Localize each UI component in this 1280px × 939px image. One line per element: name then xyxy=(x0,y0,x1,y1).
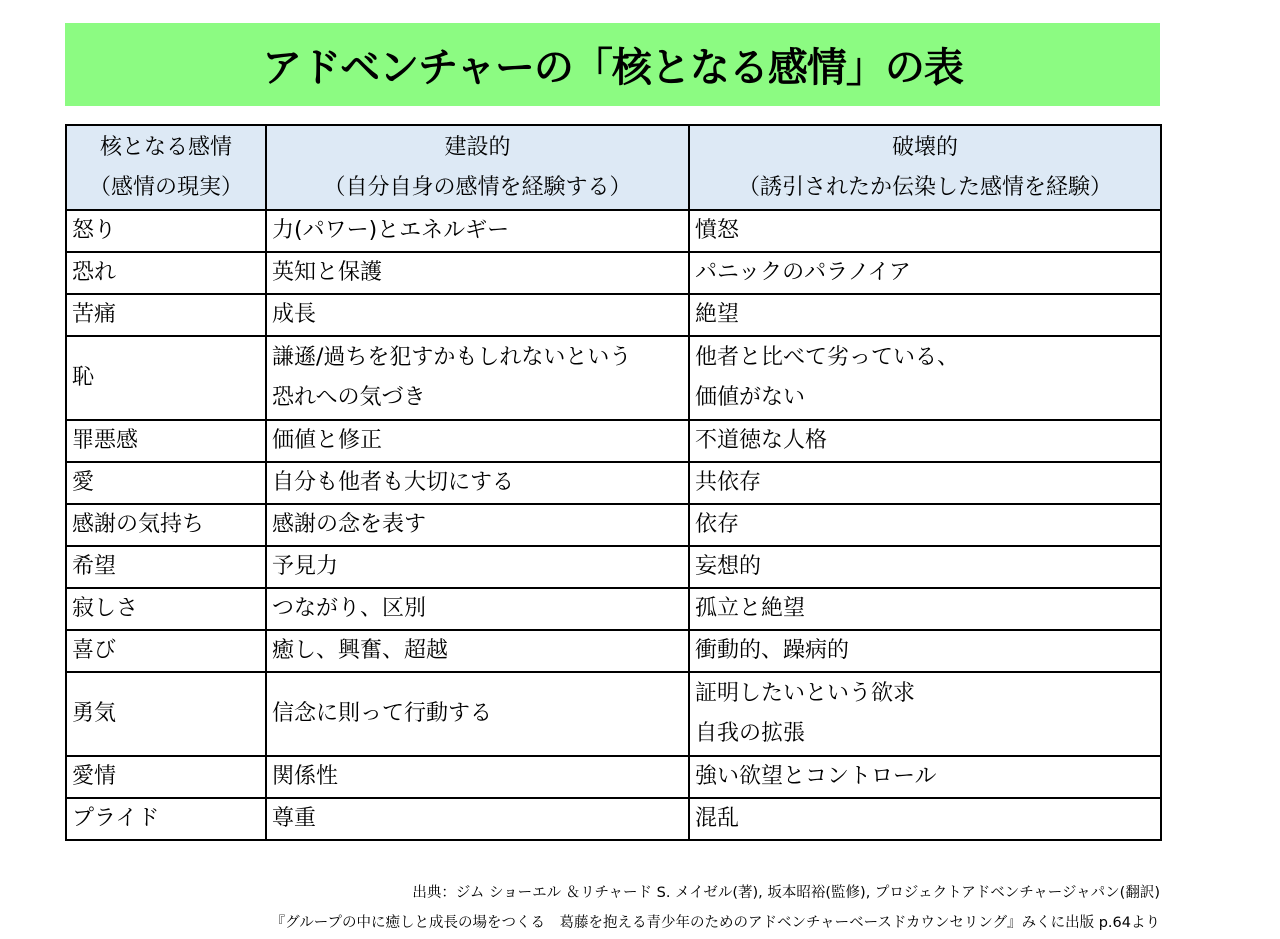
cell-destructive-line: 絶望 xyxy=(695,302,740,327)
cell-constructive xyxy=(266,672,689,756)
cell-constructive-line: 予見力 xyxy=(272,554,339,579)
cell-destructive xyxy=(689,294,1161,336)
table-row xyxy=(66,252,1161,294)
table-row xyxy=(66,756,1161,798)
header-constructive-subtitle: （自分自身の感情を経験する） xyxy=(323,174,632,200)
table-header-row xyxy=(66,125,1161,210)
header-core-emotion xyxy=(66,125,266,210)
table-row xyxy=(66,630,1161,672)
cell-constructive-line: 尊重 xyxy=(272,806,317,831)
cell-core-emotion: 感謝の気持ち xyxy=(66,504,266,546)
header-constructive xyxy=(266,125,689,210)
table-row xyxy=(66,294,1161,336)
cell-constructive-line: 自分も他者も大切にする xyxy=(272,470,515,495)
cell-constructive-line: つながり、区別 xyxy=(272,596,427,621)
core-emotions-table xyxy=(65,124,1162,841)
cell-destructive xyxy=(689,462,1161,504)
cell-destructive-line: 強い欲望とコントロール xyxy=(695,764,937,789)
cell-core-emotion: 罪悪感 xyxy=(66,420,266,462)
cell-core-emotion: 勇気 xyxy=(66,672,266,756)
cell-constructive-line: 謙遜/過ちを犯すかもしれないという xyxy=(272,345,632,370)
title-banner xyxy=(65,23,1160,106)
cell-core-emotion: 寂しさ xyxy=(66,588,266,630)
cell-destructive-line: 依存 xyxy=(695,512,740,537)
cell-constructive xyxy=(266,588,689,630)
cell-constructive-line: 感謝の念を表す xyxy=(272,512,427,537)
table-body xyxy=(66,210,1161,840)
cell-constructive xyxy=(266,210,689,252)
source-line-2: 『グループの中に癒しと成長の場をつくる 葛藤を抱える青少年のためのアドベンチャーベースドカウンセリング』みくに出版 p.64より xyxy=(270,915,1160,931)
cell-destructive-line: 妄想的 xyxy=(695,554,762,579)
cell-constructive-line: 価値と修正 xyxy=(272,428,383,453)
cell-destructive-line: 共依存 xyxy=(695,470,762,495)
cell-destructive-line: 衝動的、躁病的 xyxy=(695,638,850,663)
table-row xyxy=(66,504,1161,546)
table-row xyxy=(66,588,1161,630)
cell-core-emotion: 苦痛 xyxy=(66,294,266,336)
cell-core-emotion: 愛 xyxy=(66,462,266,504)
header-destructive-title: 破壊的 xyxy=(891,134,958,160)
cell-constructive xyxy=(266,504,689,546)
header-destructive-subtitle: （誘引されたか伝染した感情を経験） xyxy=(737,174,1112,200)
cell-core-emotion: 喜び xyxy=(66,630,266,672)
cell-destructive xyxy=(689,672,1161,756)
cell-destructive-line: 混乱 xyxy=(695,806,740,831)
cell-destructive xyxy=(689,336,1161,420)
page-title: アドベンチャーの「核となる感情」の表 xyxy=(262,45,963,91)
cell-destructive xyxy=(689,420,1161,462)
cell-destructive xyxy=(689,756,1161,798)
cell-destructive-line: 価値がない xyxy=(695,385,806,410)
cell-destructive xyxy=(689,588,1161,630)
cell-destructive-line: 孤立と絶望 xyxy=(695,596,806,621)
cell-constructive xyxy=(266,546,689,588)
table-row xyxy=(66,210,1161,252)
cell-constructive-line: 力(パワー)とエネルギー xyxy=(272,218,510,243)
source-line-1: 出典：ジム ショーエル ＆リチャード S. メイゼル(著), 坂本昭裕(監修), プロジェクトアドベンチャージャパン(翻訳) xyxy=(412,885,1160,901)
cell-constructive-line: 恐れへの気づき xyxy=(272,385,426,410)
cell-core-emotion: 怒り xyxy=(66,210,266,252)
cell-destructive-line: 憤怒 xyxy=(695,218,740,243)
cell-constructive xyxy=(266,630,689,672)
cell-core-emotion: 恥 xyxy=(66,336,266,420)
cell-destructive-line: パニックのパラノイア xyxy=(695,260,911,285)
cell-constructive-line: 成長 xyxy=(272,302,317,327)
table-row xyxy=(66,420,1161,462)
cell-core-emotion: 希望 xyxy=(66,546,266,588)
table-row xyxy=(66,798,1161,840)
cell-destructive xyxy=(689,798,1161,840)
cell-destructive xyxy=(689,252,1161,294)
cell-destructive xyxy=(689,210,1161,252)
cell-destructive-line: 証明したいという欲求 xyxy=(695,681,916,706)
cell-constructive xyxy=(266,756,689,798)
header-core-emotion-title: 核となる感情 xyxy=(99,134,232,160)
source-citation xyxy=(271,878,1160,938)
cell-constructive xyxy=(266,336,689,420)
cell-constructive-line: 英知と保護 xyxy=(272,260,383,285)
cell-constructive xyxy=(266,462,689,504)
table-row xyxy=(66,462,1161,504)
header-destructive xyxy=(689,125,1161,210)
cell-core-emotion: 愛情 xyxy=(66,756,266,798)
cell-constructive-line: 関係性 xyxy=(272,764,339,789)
cell-core-emotion: 恐れ xyxy=(66,252,266,294)
table-row xyxy=(66,672,1161,756)
cell-constructive xyxy=(266,798,689,840)
table-row xyxy=(66,336,1161,420)
header-constructive-title: 建設的 xyxy=(444,134,511,160)
cell-destructive-line: 不道徳な人格 xyxy=(695,428,828,453)
cell-constructive xyxy=(266,420,689,462)
cell-constructive-line: 信念に則って行動する xyxy=(272,701,493,726)
cell-destructive xyxy=(689,630,1161,672)
cell-constructive xyxy=(266,252,689,294)
cell-destructive-line: 他者と比べて劣っている、 xyxy=(695,345,960,370)
table-row xyxy=(66,546,1161,588)
header-core-emotion-subtitle: （感情の現実） xyxy=(88,174,243,200)
cell-destructive xyxy=(689,504,1161,546)
cell-constructive-line: 癒し、興奮、超越 xyxy=(272,638,449,663)
cell-core-emotion: プライド xyxy=(66,798,266,840)
cell-destructive-line: 自我の拡張 xyxy=(695,721,806,746)
cell-constructive xyxy=(266,294,689,336)
cell-destructive xyxy=(689,546,1161,588)
